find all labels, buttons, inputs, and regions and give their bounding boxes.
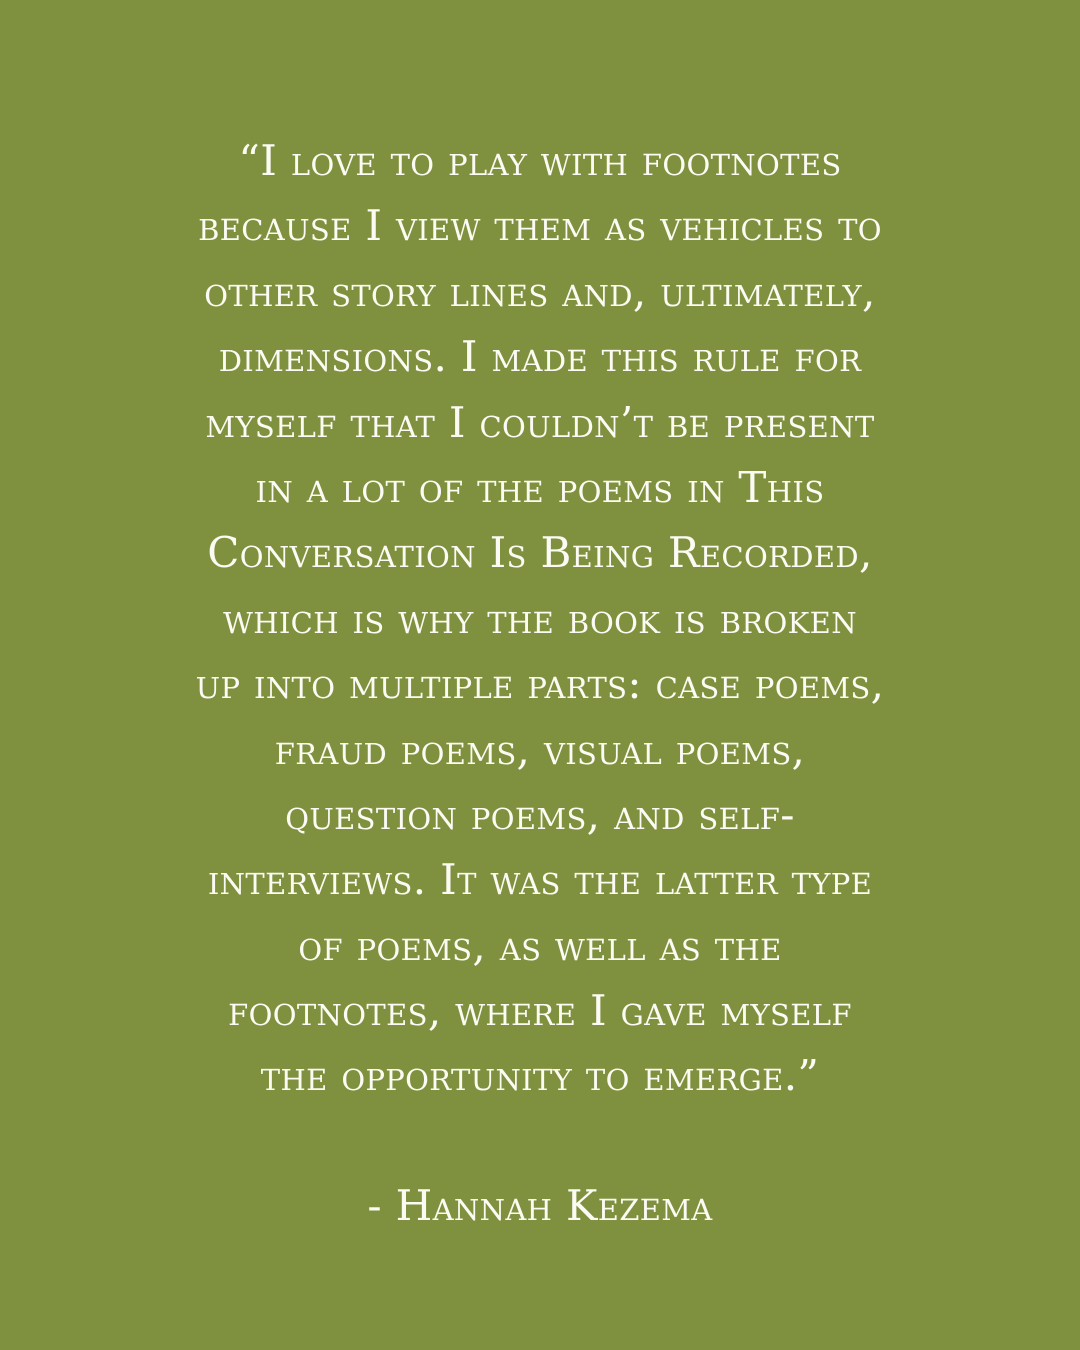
quote-text bbox=[0, 128, 1080, 1109]
quote-line: in a lot of the poems in This bbox=[255, 462, 825, 512]
quote-line: dimensions. I made this rule for bbox=[218, 332, 862, 382]
quote-line: interviews. It was the latter type bbox=[207, 855, 873, 905]
quote-line: myself that I couldn’t be present bbox=[205, 397, 875, 447]
quote-line: the opportunity to emerge.” bbox=[260, 1051, 820, 1101]
quote-attribution: - Hannah Kezema bbox=[367, 1181, 713, 1230]
quote-line: “I love to play with footnotes bbox=[238, 136, 842, 185]
quote-line: footnotes, where I gave myself bbox=[228, 986, 852, 1036]
quote-line: up into multiple parts: case poems, bbox=[195, 659, 885, 709]
quote-line: other story lines and, ultimately, bbox=[204, 266, 876, 316]
quote-line: because I view them as vehicles to bbox=[198, 201, 882, 251]
quote-line: fraud poems, visual poems, bbox=[274, 724, 806, 774]
quote-line: Conversation Is Being Recorded, bbox=[207, 528, 873, 578]
quote-line: of poems, as well as the bbox=[298, 920, 782, 970]
quote-line: which is why the book is broken bbox=[223, 593, 857, 643]
quote-line: question poems, and self- bbox=[285, 789, 795, 839]
